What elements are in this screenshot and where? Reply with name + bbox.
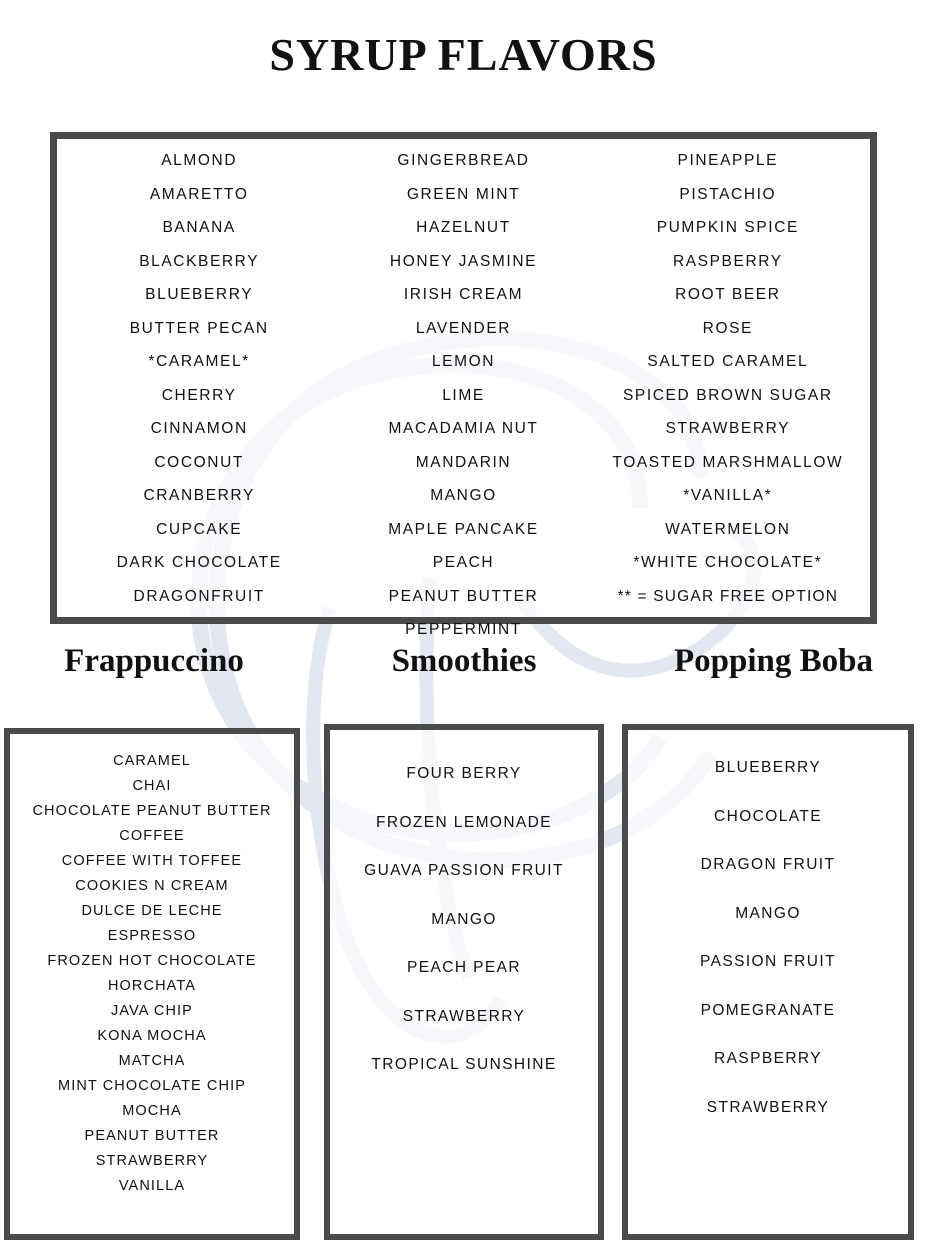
list-item: *CARAMEL* (148, 353, 250, 370)
list-item: STRAWBERRY (402, 1007, 526, 1025)
list-item: ROOT BEER (675, 286, 781, 303)
list-item: LAVENDER (415, 319, 512, 337)
list-item: CUPCAKE (156, 520, 243, 538)
list-item: DRAGON FRUIT (700, 856, 836, 873)
list-item: MANGO (735, 904, 801, 922)
section-title-frappuccino: Frappuccino (64, 643, 244, 679)
list-item: JAVA CHIP (111, 1003, 193, 1019)
list-item: HAZELNUT (416, 219, 511, 236)
list-item: PEACH PEAR (407, 959, 521, 976)
list-item: SALTED CARAMEL (647, 353, 809, 370)
list-item: PISTACHIO (679, 185, 777, 203)
list-item: *VANILLA* (683, 487, 773, 504)
list-item: ALMOND (161, 152, 238, 169)
section-title-smoothies: Smoothies (391, 643, 537, 679)
list-item: POMEGRANATE (700, 1001, 836, 1019)
list-item: GREEN MINT (406, 185, 521, 203)
list-item: MANDARIN (415, 453, 512, 471)
list-item: GUAVA PASSION FRUIT (364, 862, 564, 879)
list-item: CHOCOLATE (714, 807, 822, 825)
list-item: RASPBERRY (714, 1050, 822, 1067)
list-item: MANGO (430, 487, 497, 504)
list-item: RASPBERRY (672, 252, 783, 270)
syrup-column-3 (596, 153, 860, 607)
syrup-flavors-box (50, 132, 877, 638)
list-item: STRAWBERRY (95, 1153, 209, 1169)
list-item: SPICED BROWN SUGAR (622, 386, 833, 404)
list-item: MOCHA (122, 1103, 182, 1119)
list-item: ESPRESSO (107, 928, 197, 944)
list-item: PASSION FRUIT (700, 953, 836, 970)
list-item: PEANUT BUTTER (388, 587, 539, 605)
list-item: KONA MOCHA (97, 1028, 207, 1044)
list-item: BLUEBERRY (145, 286, 254, 303)
list-item: MINT CHOCOLATE CHIP (58, 1078, 246, 1094)
list-item: COFFEE WITH TOFFEE (61, 853, 243, 869)
list-item: DRAGONFRUIT (133, 587, 265, 605)
list-item: BLUEBERRY (714, 759, 822, 776)
list-item: HONEY JASMINE (389, 252, 538, 270)
list-item: CINNAMON (150, 420, 248, 437)
list-item: MANGO (431, 910, 497, 928)
section-title-popping-boba: Popping Boba (674, 643, 873, 679)
list-item: COCONUT (154, 453, 244, 471)
list-item: MACADAMIA NUT (388, 420, 539, 437)
popping-boba-box (622, 724, 914, 1240)
list-item: WATERMELON (665, 520, 791, 538)
list-item: VANILLA (118, 1178, 186, 1194)
sugar-free-note: ** = SUGAR FREE OPTION (617, 587, 839, 605)
list-item: COOKIES N CREAM (75, 878, 229, 894)
list-item: LEMON (431, 353, 496, 370)
list-item: *WHITE CHOCOLATE* (633, 554, 823, 571)
list-item: PEANUT BUTTER (84, 1128, 220, 1144)
list-item: FROZEN HOT CHOCOLATE (47, 953, 257, 969)
syrup-column-2 (331, 152, 595, 638)
list-item: DARK CHOCOLATE (116, 554, 282, 571)
list-item: PEPPERMINT (405, 621, 522, 638)
smoothies-box (324, 724, 604, 1240)
list-item: CHAI (132, 778, 172, 794)
list-item: STRAWBERRY (665, 420, 791, 437)
list-item: TOASTED MARSHMALLOW (612, 453, 844, 471)
list-item: FOUR BERRY (406, 765, 522, 782)
frappuccino-box (4, 728, 300, 1240)
list-item: BLACKBERRY (139, 252, 260, 270)
list-item: STRAWBERRY (706, 1098, 830, 1116)
list-item: FROZEN LEMONADE (375, 813, 552, 831)
list-item: MATCHA (118, 1053, 186, 1069)
list-item: TROPICAL SUNSHINE (371, 1056, 557, 1073)
list-item: MAPLE PANCAKE (388, 520, 539, 538)
list-item: PUMPKIN SPICE (656, 219, 799, 236)
list-item: DULCE DE LECHE (81, 903, 223, 919)
list-item: BUTTER PECAN (129, 319, 269, 337)
list-item: COFFEE (119, 828, 185, 844)
list-item: PEACH (432, 554, 495, 571)
menu-page (0, 28, 927, 1228)
list-item: LIME (442, 386, 485, 404)
list-item: PINEAPPLE (677, 152, 779, 169)
syrup-column-1 (67, 153, 331, 607)
bottom-sections (0, 632, 927, 1200)
list-item: CHERRY (161, 386, 237, 404)
page-title: SYRUP FLAVORS (269, 29, 658, 80)
list-item: CHOCOLATE PEANUT BUTTER (32, 803, 272, 819)
list-item: CRANBERRY (143, 487, 255, 504)
list-item: IRISH CREAM (403, 286, 524, 303)
list-item: CARAMEL (113, 753, 191, 769)
list-item: BANANA (162, 219, 236, 236)
list-item: GINGERBREAD (397, 152, 530, 169)
list-item: AMARETTO (149, 185, 249, 203)
list-item: ROSE (702, 319, 753, 337)
list-item: HORCHATA (107, 978, 196, 994)
